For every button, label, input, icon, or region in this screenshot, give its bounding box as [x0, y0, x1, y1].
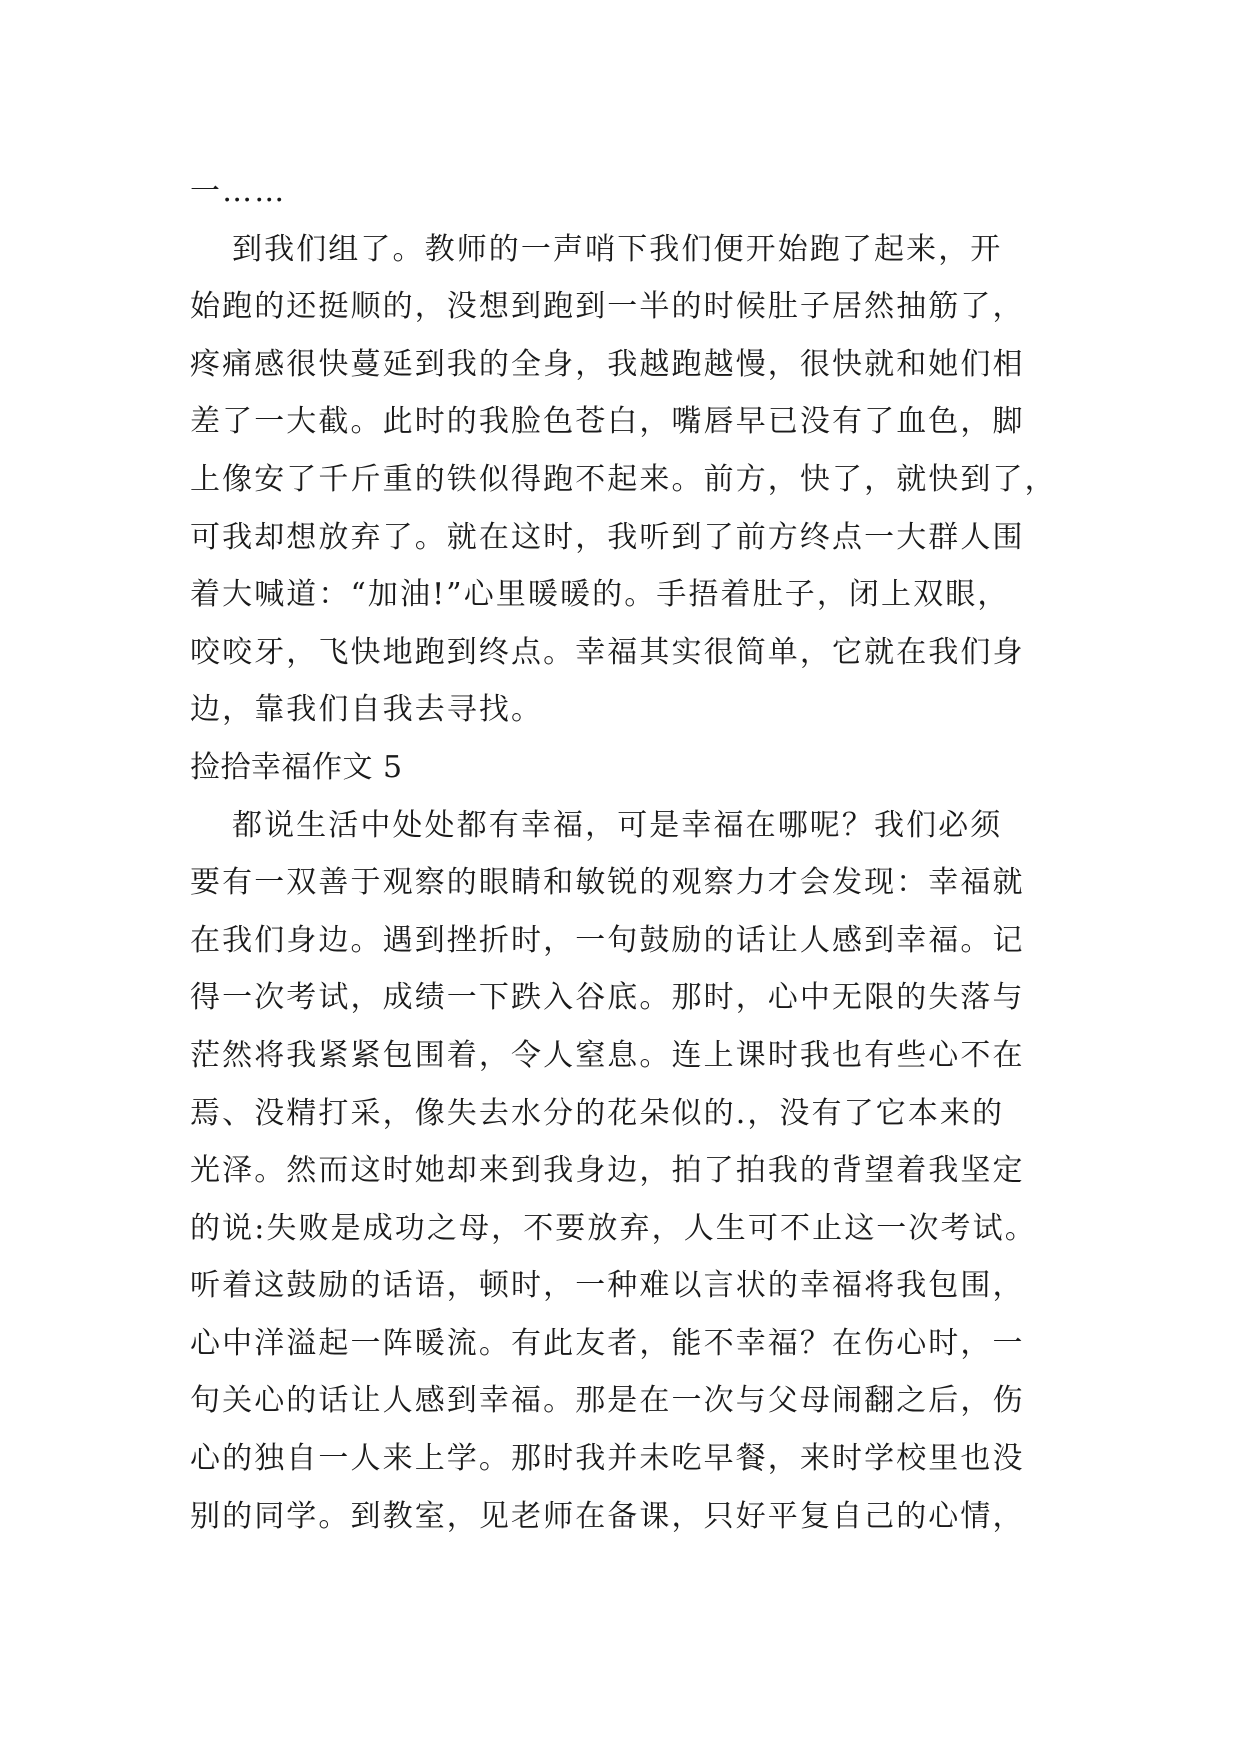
text-line: 咬咬牙，飞快地跑到终点。幸福其实很简单，它就在我们身	[190, 634, 1025, 670]
document-body	[190, 163, 1070, 1545]
text-line: 始跑的还挺顺的，没想到跑到一半的时候肚子居然抽筋了，	[190, 289, 1025, 325]
text-line: 的说:失败是成功之母，不要放弃，人生可不止这一次考试。	[190, 1210, 1037, 1246]
text-line: 差了一大截。此时的我脸色苍白，嘴唇早已没有了血色，脚	[190, 404, 1025, 440]
text-line: 句关心的话让人感到幸福。那是在一次与父母闹翻之后，伤	[190, 1383, 1025, 1419]
text-line: 光泽。然而这时她却来到我身边，拍了拍我的背望着我坚定	[190, 1153, 1025, 1189]
text-line: 心中洋溢起一阵暖流。有此友者，能不幸福？在伤心时，一	[190, 1325, 1025, 1361]
text-line: 在我们身边。遇到挫折时，一句鼓励的话让人感到幸福。记	[190, 922, 1025, 958]
text-line: 要有一双善于观察的眼睛和敏锐的观察力才会发现：幸福就	[190, 865, 1025, 901]
text-line: 茫然将我紧紧包围着，令人窒息。连上课时我也有些心不在	[190, 1037, 1025, 1073]
text-line: 边，靠我们自我去寻找。	[190, 692, 544, 728]
text-line: 着大喊道：“加油!”心里暖暖的。手捂着肚子，闭上双眼，	[190, 577, 1010, 613]
text-line: 得一次考试，成绩一下跌入谷底。那时，心中无限的失落与	[190, 980, 1025, 1016]
text-line: 上像安了千斤重的铁似得跑不起来。前方，快了，就快到了，	[190, 461, 1057, 497]
text-line: 可我却想放弃了。就在这时，我听到了前方终点一大群人围	[190, 519, 1025, 555]
text-line: 疼痛感很快蔓延到我的全身，我越跑越慢，很快就和她们相	[190, 346, 1025, 382]
text-line: 别的同学。到教室，见老师在备课，只好平复自己的心情，	[190, 1498, 1025, 1534]
text-line: 焉、没精打采，像失去水分的花朵似的.，没有了它本来的	[190, 1095, 1005, 1131]
text-line: 一……	[190, 174, 287, 209]
text-line: 听着这鼓励的话语，顿时，一种难以言状的幸福将我包围，	[190, 1268, 1025, 1304]
paragraph-first-line: 到我们组了。教师的一声哨下我们便开始跑了起来，开	[232, 231, 1003, 267]
text-line: 心的独自一人来上学。那时我并未吃早餐，来时学校里也没	[190, 1441, 1025, 1477]
section-heading: 捡拾幸福作文 5	[190, 749, 403, 785]
paragraph-first-line: 都说生活中处处都有幸福，可是幸福在哪呢？我们必须	[232, 807, 1003, 843]
